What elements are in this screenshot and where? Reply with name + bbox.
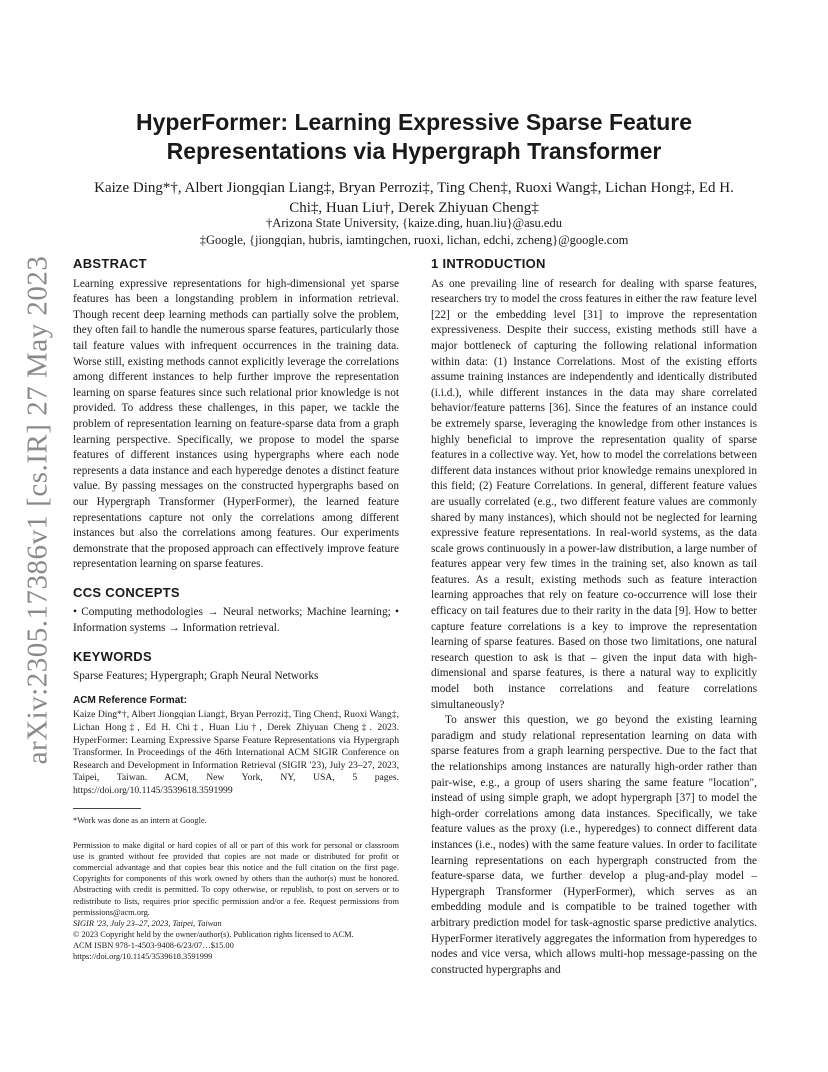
affiliation-google: ‡Google, {jiongqian, hubris, iamtingchen, ruoxi, lichan, edchi, zcheng}@google.com — [199, 233, 629, 247]
arxiv-identifier — [14, 250, 62, 770]
introduction-paragraph-1: As one prevailing line of research for dealing with sparse features, researchers try to model the cross features in either the raw feature level [22] or the embedding level [31] to improve the representation expressiveness. Despite their success, existing methods still have a major bottleneck of capturing the following relational information within data: (1) Instance Correlations. Most of the existing efforts assume training instances are independently and identically distributed (i.i.d.), while different instances in the data may share correlated behavior/feature patterns [36]. Since the features of an instance could be extremely sparse, leveraging the knowledge from other instances is highly beneficial to improve the representation quality of sparse features in a collective way. Yet, how to model the correlations between different data instances without prior knowledge remains unexplored in this field; (2) Feature Correlations. In general, different feature values are usually correlated (e.g., two different feature values are commonly shared by many instances), which should not be neglected for learning expressive feature representations. In real-world systems, as the data scale grows continuously in a power-law distribution, a large number of features appear very few times in the training set, also known as tail features. As a result, existing methods such as feature interaction learning approaches that rely on feature co-occurrence will lose their efficacy on tail features due to their rarity in the data [9]. How to better capture feature correlations is a key to improve the representation learning of sparse features. Based on those two limitations, one natural research question to ask is that – given the input data with high-dimensional and sparse features, is there a natural way to explicitly model both instance correlations and feature correlations simultaneously? — [431, 277, 757, 711]
ccs-heading: CCS CONCEPTS — [73, 584, 180, 600]
footnote-rule — [73, 808, 141, 809]
left-column — [73, 256, 399, 962]
ccs-text: • Computing methodologies → Neural networks; Machine learning; • Information systems → Information retrieval. — [73, 606, 399, 635]
isbn-line: ACM ISBN 978-1-4503-9408-6/23/07…$15.00 — [73, 941, 234, 951]
arxiv-id-text: arXiv:2305.17386v1 [cs.IR] 27 May 2023 — [21, 255, 54, 765]
reference-format-text: Kaize Ding*†, Albert Jiongqian Liang‡, Bryan Perrozi‡, Ting Chen‡, Ruoxi Wang‡, Lichan Hong‡, Ed H. Chi‡, Huan Liu†, Derek Zhiyuan Cheng‡. 2023. HyperFormer: Learning Expressive Sparse Feature Representations via Hypergraph Transformer. In Proceedings of the 46th International ACM SIGIR Conference on Research and Development in Information Retrieval (SIGIR '23), July 23–27, 2023, Taipei, Taiwan. ACM, New York, NY, USA, 5 pages. https://doi.org/10.1145/3539618.3591999 — [73, 709, 399, 796]
abstract-text: Learning expressive representations for high-dimensional yet sparse features has been a longstanding problem in information retrieval. Though recent deep learning methods can partially solve the problem, they often fail to handle the numerous sparse features, particularly those tail feature values with infrequent occurrences in the training data. Worse still, existing methods cannot explicitly leverage the correlations among different instances to help further improve the representation learning on sparse features since such relational prior knowledge is not provided. To address these challenges, in this paper, we tackle the problem of representation learning on feature-sparse data from a graph learning perspective. Specifically, we propose to model the sparse features of different instances using hypergraphs where each node represents a data instance and each hyperedge denotes a distinct feature value. By passing messages on the constructed hypergraphs based on our Hypergraph Transformer (HyperFormer), the learned feature representations capture not only the correlations among different instances but also the correlations among features. Our experiments demonstrate that the proposed approach can effectively improve feature representation learning on sparse features. — [73, 277, 399, 571]
author-list: Kaize Ding*†, Albert Jiongqian Liang‡, Bryan Perrozi‡, Ting Chen‡, Ruoxi Wang‡, Lichan Hong‡, Ed H. Chi‡, Huan Liu†, Derek Zhiyuan Cheng‡ — [94, 180, 734, 216]
reference-format-heading: ACM Reference Format: — [73, 694, 187, 706]
right-column — [431, 256, 757, 978]
keywords-heading: KEYWORDS — [73, 648, 152, 664]
permission-notice: Permission to make digital or hard copies of all or part of this work for personal or classroom use is granted without fee provided that copies are not made or distributed for profit or commercial advantage and that copies bear this notice and the full citation on the first page. Copyrights for components of this work owned by others than the author(s) must be honored. Abstracting with credit is permitted. To copy otherwise, or republish, to post on servers or to redistribute to lists, requires prior specific permission and/or a fee. Request permissions from permissions@acm.org. — [73, 840, 399, 917]
doi-link[interactable]: https://doi.org/10.1145/3539618.3591999 — [73, 952, 213, 962]
abstract-heading: ABSTRACT — [73, 256, 147, 271]
introduction-paragraph-2: To answer this question, we go beyond the existing learning paradigm and study relational representation learning on data with sparse features from a graph learning perspective. Due to the fact that the relationships among instances are naturally high-order rather than pair-wise, e.g., a group of users sharing the same feature "location", instead of using simple graph, we adopt hypergraph [37] to model the high-order correlations among data instances. Specifically, we take feature values as the proxy (i.e., hyperedges) to connect different data instances (i.e., nodes) with the same feature values. In order to facilitate learning representations on each hypergraph constructed from the feature-sparse data, we further develop a plug-and-play model – Hypergraph Transformer (HyperFormer), which serves as an embedding module and is compatible to be trained together with arbitrary prediction model for task-agnostic sparse predictive analytics. HyperFormer iteratively aggregates the information from hyperedges to nodes and vice versa, which allows multi-hop message-passing on the constructed hypergraphs and — [431, 714, 757, 976]
copyright-line: © 2023 Copyright held by the owner/author(s). Publication rights licensed to ACM. — [73, 930, 354, 940]
introduction-heading: 1 INTRODUCTION — [431, 256, 546, 271]
affiliation-asu: †Arizona State University, {kaize.ding, huan.liu}@asu.edu — [266, 216, 562, 230]
conference-line: SIGIR '23, July 23–27, 2023, Taipei, Taiwan — [73, 919, 222, 929]
intern-footnote: *Work was done as an intern at Google. — [73, 815, 207, 825]
paper-title: HyperFormer: Learning Expressive Sparse Feature Representations via Hypergraph Transformer — [135, 109, 693, 164]
keywords-text: Sparse Features; Hypergraph; Graph Neural Networks — [73, 670, 319, 683]
